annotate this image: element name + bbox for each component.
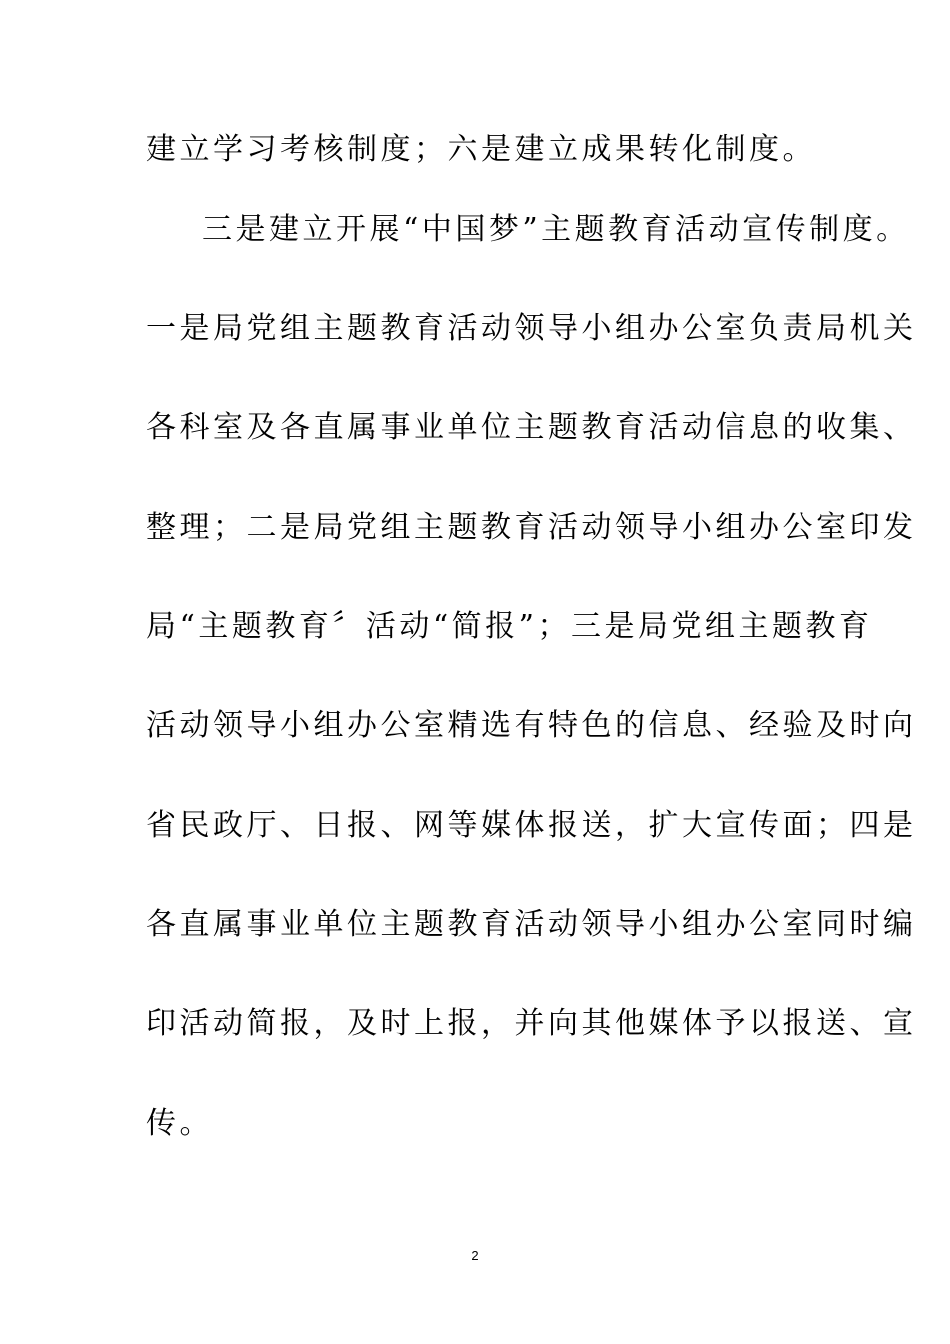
- paragraph-line: 各直属事业单位主题教育活动领导小组办公室同时编: [146, 907, 917, 942]
- paragraph-line: 省民政厅、日报、网等媒体报送，扩大宣传面；四是: [146, 808, 917, 843]
- paragraph-line: 三是建立开展“中国梦”主题教育活动宣传制度。: [202, 212, 910, 247]
- paragraph-line: 传。: [146, 1106, 213, 1141]
- paragraph-line: 各科室及各直属事业单位主题教育活动信息的收集、: [146, 410, 917, 445]
- paragraph-line: 一是局党组主题教育活动领导小组办公室负责局机关: [146, 311, 917, 346]
- paragraph-line: 局“主题教育〞活动“简报”；三是局党组主题教育: [146, 609, 873, 644]
- paragraph-line: 印活动简报，及时上报，并向其他媒体予以报送、宣: [146, 1006, 917, 1041]
- paragraph-line: 活动领导小组办公室精选有特色的信息、经验及时向: [146, 708, 917, 743]
- page-number: 2: [471, 1248, 479, 1263]
- paragraph-line: 建立学习考核制度；六是建立成果转化制度。: [146, 132, 816, 167]
- paragraph-line: 整理；二是局党组主题教育活动领导小组办公室印发: [146, 510, 917, 545]
